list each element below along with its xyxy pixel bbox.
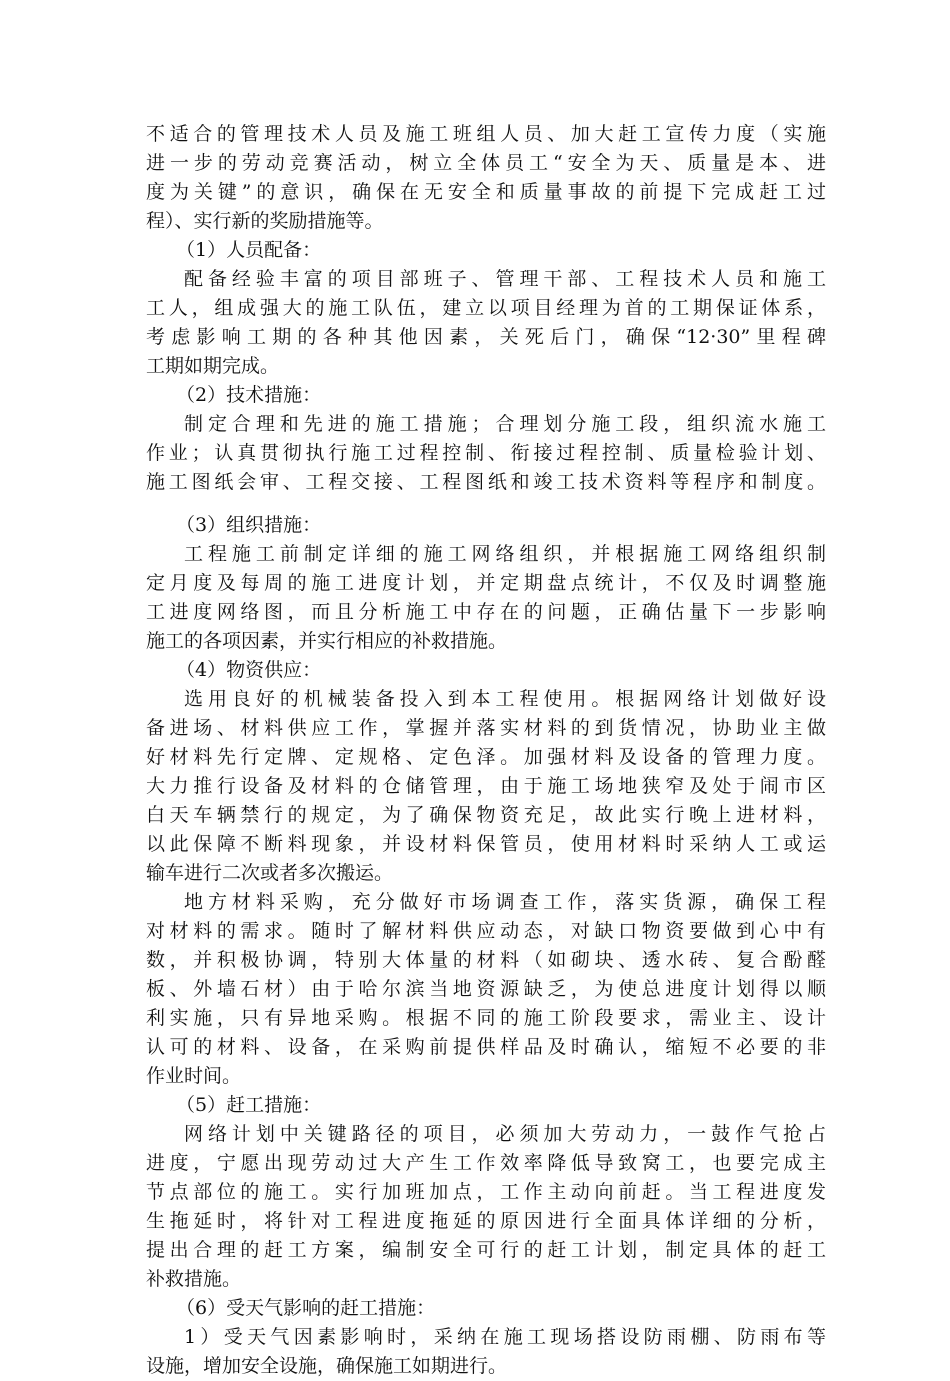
text-line: 工程施工前制定详细的施工网络组织，并根据施工网络组织制 [184,543,826,565]
text-line: 1）受天气因素影响时，采纳在施工现场搭设防雨棚、防雨布等 [184,1326,826,1348]
text-line: 对材料的需求。随时了解材料供应动态，对缺口物资要做到心中有 [146,920,826,942]
text-line: 输车进行二次或者多次搬运。 [146,862,394,884]
text-line: 进一步的劳动竞赛活动，树立全体员工“安全为天、质量是本、进 [146,152,826,174]
text-line: 提出合理的赶工方案，编制安全可行的赶工计划，制定具体的赶工 [146,1239,826,1261]
heading-materials: （4）物资供应： [176,659,322,681]
text-line: 白天车辆禁行的规定，为了确保物资充足，故此实行晚上进材料， [146,804,826,826]
heading-rush-work: （5）赶工措施： [176,1094,322,1116]
text-line: 大力推行设备及材料的仓储管理，由于施工场地狭窄及处于闹市区 [146,775,826,797]
text-line: 定月度及每周的施工进度计划，并定期盘点统计，不仅及时调整施 [146,572,826,594]
text-line: 进度，宁愿出现劳动过大产生工作效率降低导致窝工，也要完成主 [146,1152,826,1174]
text-line: 考虑影响工期的各种其他因素，关死后门，确保“12·30”里程碑 [146,326,826,348]
heading-organization: （3）组织措施： [176,514,322,536]
heading-technical: （2）技术措施： [176,384,322,406]
paragraph-materials [146,685,826,888]
text-line: 备进场、材料供应工作，掌握并落实材料的到货情况，协助业主做 [146,717,826,739]
text-line: 以此保障不断料现象，并设材料保管员，使用材料时采纳人工或运 [146,833,826,855]
text-line: 网络计划中关键路径的项目，必须加大劳动力，一鼓作气抢占 [184,1123,826,1145]
text-line: 度为关键”的意识，确保在无安全和质量事故的前提下完成赶工过 [146,181,826,203]
text-line: 节点部位的施工。实行加班加点，工作主动向前赶。当工程进度发 [146,1181,826,1203]
text-line: 利实施，只有异地采购。根据不同的施工阶段要求，需业主、设计 [146,1007,826,1029]
text-line: 设施，增加安全设施，确保施工如期进行。 [146,1355,508,1377]
paragraph-weather [146,1323,826,1381]
text-line: 选用良好的机械装备投入到本工程使用。根据网络计划做好设 [184,688,826,710]
text-line: 地方材料采购，充分做好市场调查工作，落实货源，确保工程 [184,891,826,913]
paragraph-local-procurement [146,888,826,1091]
heading-weather: （6）受天气影响的赶工措施： [176,1297,436,1319]
text-line: 好材料先行定牌、定规格、定色泽。加强材料及设备的管理力度。 [146,746,826,768]
paragraph-organization [146,540,826,656]
text-line: 程）、实行新的奖励措施等。 [146,210,384,232]
text-line: 认可的材料、设备，在采购前提供样品及时确认，缩短不必要的非 [146,1036,826,1058]
text-line: 作业；认真贯彻执行施工过程控制、衔接过程控制、质量检验计划、 [146,442,826,464]
text-line: 施工图纸会审、工程交接、工程图纸和竣工技术资料等程序和制度。 [146,471,826,493]
text-line: 补救措施。 [146,1268,242,1290]
blank-line [146,497,826,511]
text-line: 制定合理和先进的施工措施；合理划分施工段，组织流水施工 [184,413,826,435]
text-line: 作业时间。 [146,1065,242,1087]
text-line: 不适合的管理技术人员及施工班组人员、加大赶工宣传力度（实施 [146,123,826,145]
text-line: 工进度网络图，而且分析施工中存在的问题，正确估量下一步影响 [146,601,826,623]
text-line: 工期如期完成。 [146,355,280,377]
text-line: 数，并积极协调，特别大体量的材料（如砌块、透水砖、复合酚醛 [146,949,826,971]
paragraph-staffing [146,265,826,381]
paragraph-technical [146,410,826,497]
text-line: 施工的各项因素，并实行相应的补救措施。 [146,630,508,652]
heading-staffing: （1）人员配备： [176,239,322,261]
text-line: 生拖延时，将针对工程进度拖延的原因进行全面具体详细的分析， [146,1210,826,1232]
text-line: 配备经验丰富的项目部班子、管理干部、工程技术人员和施工 [184,268,826,290]
text-line: 板、外墙石材）由于哈尔滨当地资源缺乏，为使总进度计划得以顺 [146,978,826,1000]
document-body [146,120,826,1381]
paragraph-intro [146,120,826,236]
paragraph-rush-work [146,1120,826,1294]
text-line: 工人，组成强大的施工队伍，建立以项目经理为首的工期保证体系， [146,297,826,319]
